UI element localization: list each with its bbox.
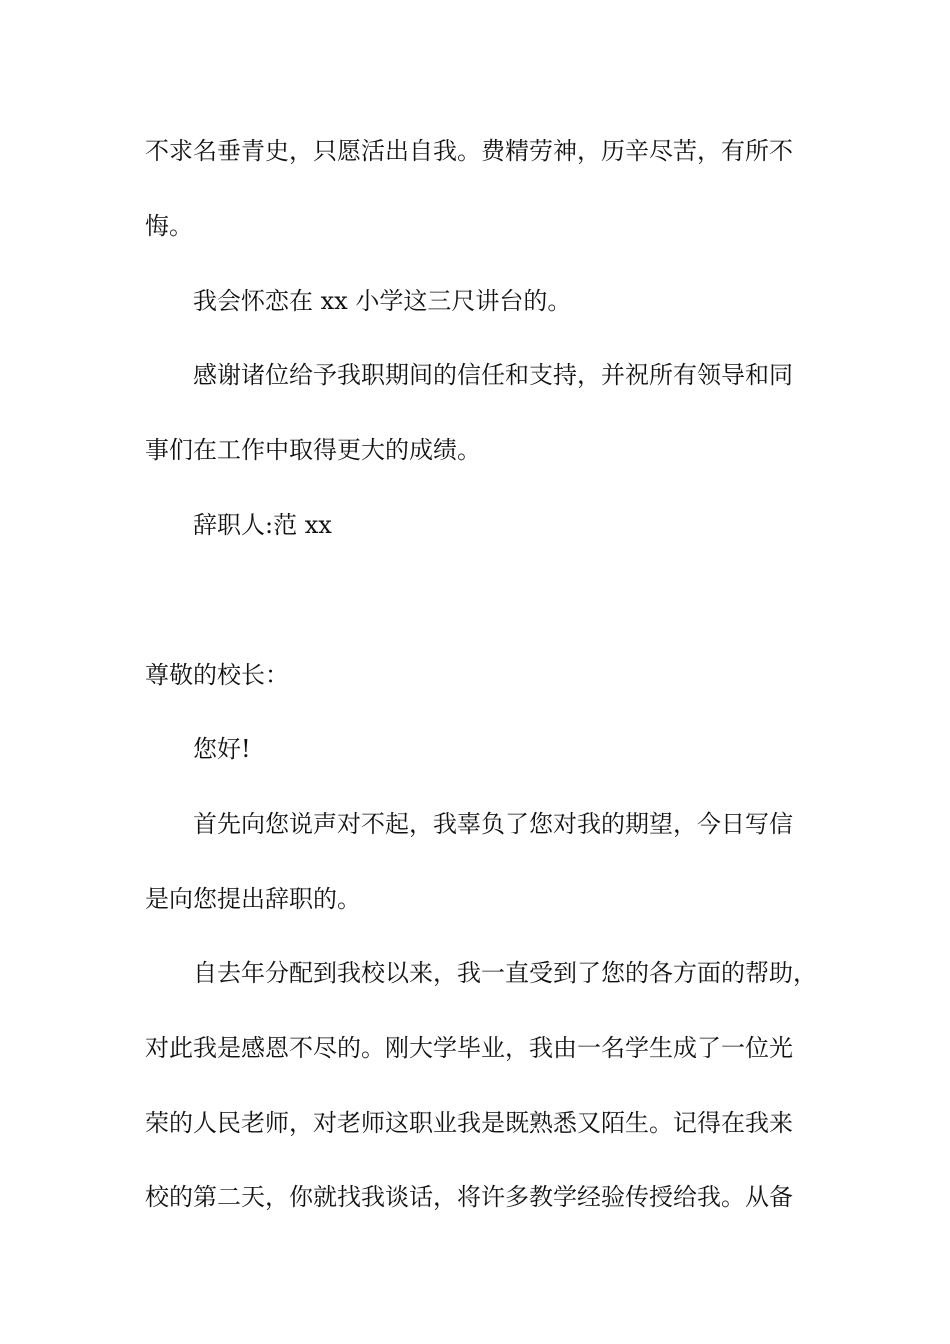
text-line: [0, 284, 950, 318]
paragraph-text: 荣的人民老师，对老师这职业我是既熟悉又陌生。记得在我来: [145, 1109, 793, 1137]
paragraph-text: 对此我是感恩不尽的。刚大学毕业，我由一名学生成了一位光: [145, 1034, 793, 1062]
text-line: [0, 209, 950, 243]
text-line: [0, 1106, 950, 1140]
text-line: [0, 1031, 950, 1065]
text-line: [0, 956, 950, 990]
text-line: [0, 882, 950, 916]
signature-text: 辞职人:范 xx: [193, 511, 332, 539]
greeting-text: 您好!: [193, 735, 251, 763]
salutation-text: 尊敬的校长：: [145, 661, 289, 689]
paragraph-text: 自去年分配到我校以来，我一直受到了您的各方面的帮助，: [193, 959, 817, 987]
text-line: [0, 807, 950, 841]
salutation-line: [0, 658, 950, 692]
text-line: [0, 134, 950, 168]
paragraph-text: 事们在工作中取得更大的成绩。: [145, 436, 481, 464]
text-line: [0, 358, 950, 392]
signature-line: [0, 508, 950, 542]
paragraph-text: 不求名垂青史，只愿活出自我。费精劳神，历辛尽苦，有所不: [145, 137, 793, 165]
paragraph-text: 感谢诸位给予我职期间的信任和支持，并祝所有领导和同: [193, 361, 793, 389]
paragraph-text: 是向您提出辞职的。: [145, 885, 361, 913]
paragraph-text: 悔。: [145, 212, 193, 240]
paragraph-text: 我会怀恋在 xx 小学这三尺讲台的。: [193, 287, 572, 315]
paragraph-text: 校的第二天，你就找我谈话，将许多教学经验传授给我。从备: [145, 1183, 793, 1211]
text-line: [0, 1180, 950, 1214]
text-line: [0, 433, 950, 467]
greeting-line: [0, 732, 950, 766]
paragraph-text: 首先向您说声对不起，我辜负了您对我的期望，今日写信: [193, 810, 793, 838]
